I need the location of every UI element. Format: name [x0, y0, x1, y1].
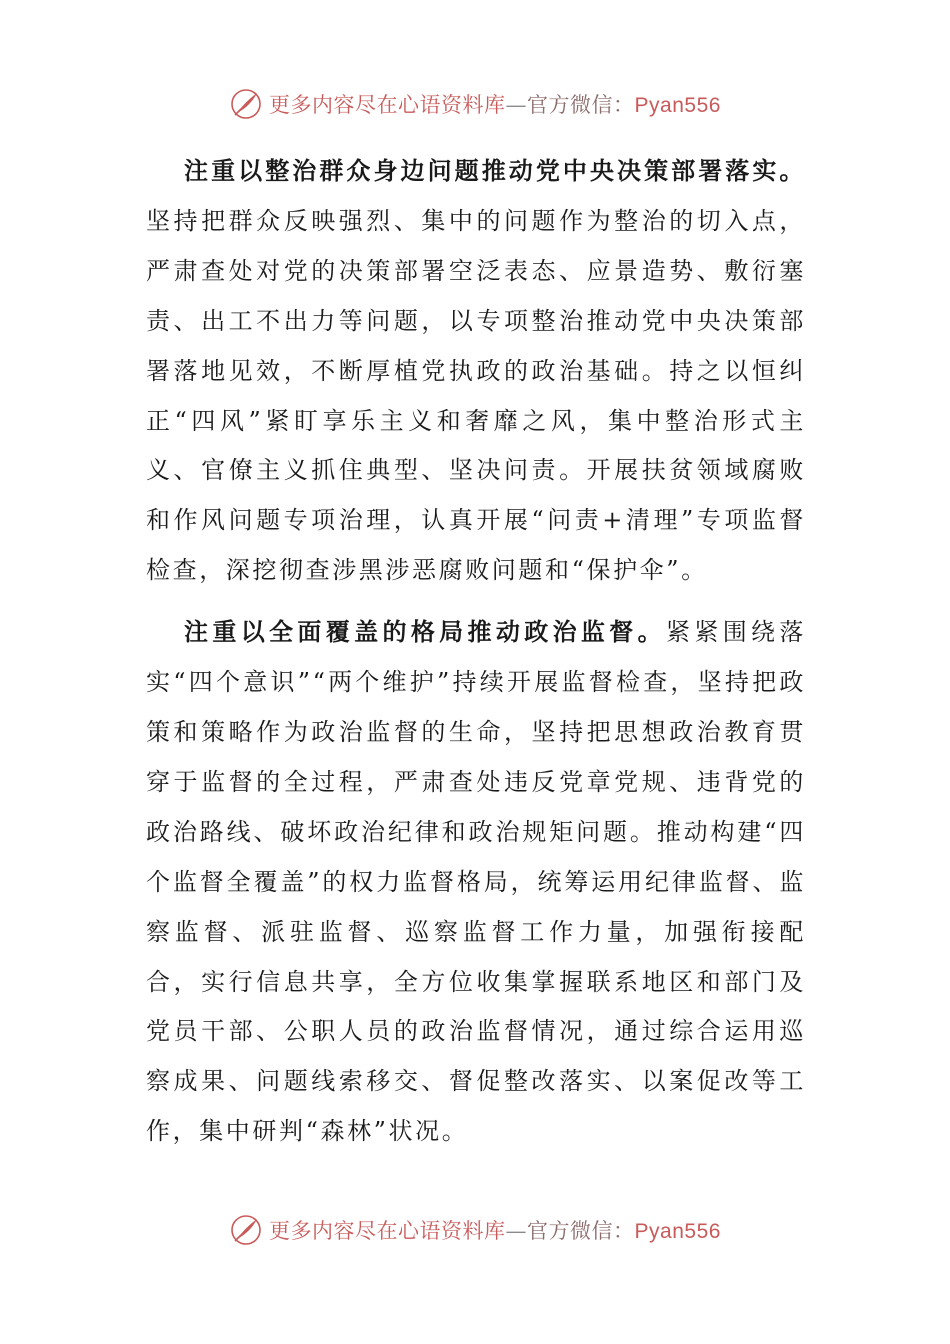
banner-site-text: 更多内容尽在心语资料库	[269, 1219, 506, 1243]
document-body	[146, 146, 806, 1157]
paragraph-1	[146, 146, 806, 596]
banner-wechat-id: Pyan556	[634, 1220, 721, 1243]
paragraph-2-heading: 注重以全面覆盖的格局推动政治监督。	[184, 617, 666, 647]
banner-text	[269, 1215, 721, 1245]
paragraph-1-body: 坚持把群众反映强烈、集中的问题作为整治的切入点，严肃查处对党的决策部署空泛表态、应景造势、敷衍塞责、出工不出力等问题，以专项整治推动党中央决策部署落地见效，不断厚植党执政的政治基础。持之以恒纠正“四风”紧盯享乐主义和奢靡之风，集中整治形式主义、官僚主义抓住典型、坚决问责。开展扶贫领域腐败和作风问题专项治理，认真开展“问责+清理”专项监督检查，深挖彻查涉黑涉恶腐败问题和“保护伞”。	[146, 206, 806, 585]
banner-site-text: 更多内容尽在心语资料库	[269, 93, 506, 117]
quill-pen-icon	[229, 1213, 263, 1247]
banner-dash: —	[505, 1219, 528, 1243]
quill-pen-icon	[229, 87, 263, 121]
footer-watermark-banner	[0, 1210, 950, 1250]
banner-text	[269, 89, 721, 119]
banner-wechat-label: 官方微信：	[527, 93, 635, 117]
paragraph-2	[146, 607, 806, 1157]
banner-wechat-id: Pyan556	[634, 94, 721, 117]
banner-wechat-label: 官方微信：	[527, 1219, 635, 1243]
paragraph-2-body: 紧紧围绕落实“四个意识”“两个维护”持续开展监督检查，坚持把政策和策略作为政治监督的生命，坚持把思想政治教育贯穿于监督的全过程，严肃查处违反党章党规、违背党的政治路线、破坏政治纪律和政治规矩问题。推动构建“四个监督全覆盖”的权力监督格局，统筹运用纪律监督、监察监督、派驻监督、巡察监督工作力量，加强衔接配合，实行信息共享，全方位收集掌握联系地区和部门及党员干部、公职人员的政治监督情况，通过综合运用巡察成果、问题线索移交、督促整改落实、以案促改等工作，集中研判“森林”状况。	[146, 618, 807, 1146]
header-watermark-banner	[0, 84, 950, 124]
paragraph-1-heading: 注重以整治群众身边问题推动党中央决策部署落实。	[184, 156, 806, 185]
banner-dash: —	[505, 93, 528, 117]
